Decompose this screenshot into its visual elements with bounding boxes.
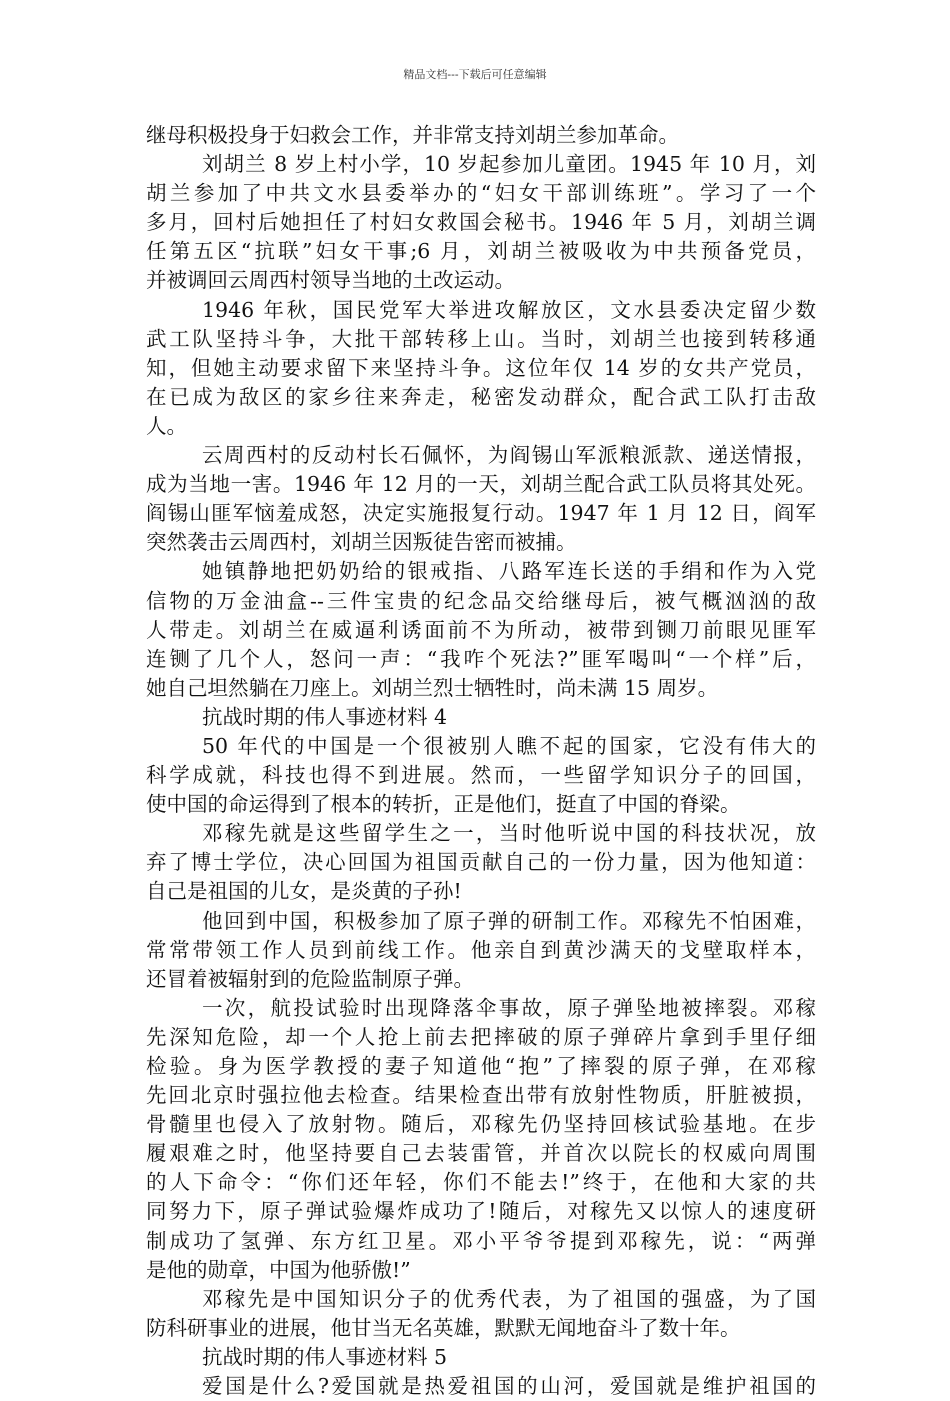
text-line: 连铡了几个人，怒问一声：“我咋个死法?”匪军喝叫“一个样”后， [146, 646, 816, 671]
text-line: 还冒着被辐射到的危险监制原子弹。 [146, 966, 474, 991]
text-line: 骨髓里也侵入了放射物。随后，邓稼先仍坚持回核试验基地。在步 [146, 1112, 816, 1137]
text-line: 胡兰参加了中共文水县委举办的“妇女干部训练班”。学习了一个 [146, 181, 816, 206]
text-line: 抗战时期的伟人事迹材料 4 [202, 704, 448, 729]
text-line: 继母积极投身于妇救会工作，并非常支持刘胡兰参加革命。 [146, 123, 679, 147]
text-line: 制成功了氢弹、东方红卫星。邓小平爷爷提到邓稼先，说：“两弹 [146, 1228, 816, 1253]
text-line: 知，但她主动要求留下来坚持斗争。这位年仅 14 岁的女共产党员， [146, 355, 816, 380]
text-line: 科学成就，科技也得不到进展。然而，一些留学知识分子的回国， [146, 763, 816, 788]
text-line: 他回到中国，积极参加了原子弹的研制工作。邓稼先不怕困难， [202, 908, 816, 933]
text-line: 使中国的命运得到了根本的转折，正是他们，挺直了中国的脊梁。 [146, 792, 741, 817]
text-line: 邓稼先就是这些留学生之一，当时他听说中国的科技状况，放 [202, 821, 816, 846]
text-line: 并被调回云周西村领导当地的土改运动。 [146, 268, 515, 293]
text-line: 1946 年秋，国民党军大举进攻解放区，文水县委决定留少数 [202, 297, 816, 322]
document-body [146, 121, 816, 1401]
text-line: 邓稼先是中国知识分子的优秀代表，为了祖国的强盛，为了国 [202, 1286, 816, 1311]
text-line: 履艰难之时，他坚持要自己去装雷管，并首次以院长的权威向周围 [146, 1141, 816, 1166]
text-line: 信物的万金油盒--三件宝贵的纪念品交给继母后，被气概汹汹的敌 [146, 588, 816, 613]
text-line: 阎锡山匪军恼羞成怒，决定实施报复行动。1947 年 1 月 12 日，阎军 [146, 501, 816, 526]
text-line: 先回北京时强拉他去检查。结果检查出带有放射性物质，肝脏被损， [146, 1083, 816, 1108]
text-line: 爱国是什么?爱国就是热爱祖国的山河，爱国就是维护祖国的 [202, 1374, 816, 1399]
text-line: 多月，回村后她担任了村妇女救国会秘书。1946 年 5 月，刘胡兰调 [146, 210, 816, 235]
text-line: 先深知危险，却一个人抢上前去把摔破的原子弹碎片拿到手里仔细 [146, 1024, 816, 1049]
text-line: 人。 [146, 413, 187, 438]
text-line: 同努力下，原子弹试验爆炸成功了!随后，对稼先又以惊人的速度研 [146, 1199, 816, 1224]
text-line: 在已成为敌区的家乡往来奔走，秘密发动群众，配合武工队打击敌 [146, 384, 816, 409]
text-line: 武工队坚持斗争，大批干部转移上山。当时，刘胡兰也接到转移通 [146, 326, 816, 351]
text-line: 她镇静地把奶奶给的银戒指、八路军连长送的手绢和作为入党 [202, 559, 816, 584]
text-line: 是他的勋章，中国为他骄傲!” [146, 1257, 411, 1282]
text-line: 防科研事业的进展，他甘当无名英雄，默默无闻地奋斗了数十年。 [146, 1315, 741, 1340]
text-line: 的人下命令：“你们还年轻，你们不能去!”终于，在他和大家的共 [146, 1170, 816, 1195]
page-header: 精品文档---下载后可任意编辑 [403, 68, 547, 81]
text-line: 弃了博士学位，决心回国为祖国贡献自己的一份力量，因为他知道： [146, 850, 816, 875]
text-line: 一次，航投试验时出现降落伞事故，原子弹坠地被摔裂。邓稼 [202, 995, 816, 1020]
text-line: 抗战时期的伟人事迹材料 5 [202, 1344, 448, 1369]
text-line: 自己是祖国的儿女，是炎黄的子孙! [146, 879, 462, 904]
text-line: 人带走。刘胡兰在威逼利诱面前不为所动，被带到铡刀前眼见匪军 [146, 617, 816, 642]
text-line: 成为当地一害。1946 年 12 月的一天，刘胡兰配合武工队员将其处死。 [146, 472, 816, 497]
text-line: 云周西村的反动村长石佩怀，为阎锡山军派粮派款、递送情报， [202, 443, 816, 468]
text-line: 50 年代的中国是一个很被别人瞧不起的国家，它没有伟大的 [202, 733, 816, 758]
text-line: 任第五区“抗联”妇女干事;6 月，刘胡兰被吸收为中共预备党员， [146, 239, 816, 264]
text-line: 常常带领工作人员到前线工作。他亲自到黄沙满天的戈壁取样本， [146, 937, 816, 962]
text-line: 检验。身为医学教授的妻子知道他“抱”了摔裂的原子弹，在邓稼 [146, 1054, 816, 1078]
text-line: 突然袭击云周西村，刘胡兰因叛徒告密而被捕。 [146, 530, 577, 555]
text-line: 刘胡兰 8 岁上村小学，10 岁起参加儿童团。1945 年 10 月，刘 [202, 152, 816, 177]
text-line: 她自己坦然躺在刀座上。刘胡兰烈士牺牲时，尚未满 15 周岁。 [146, 675, 719, 700]
